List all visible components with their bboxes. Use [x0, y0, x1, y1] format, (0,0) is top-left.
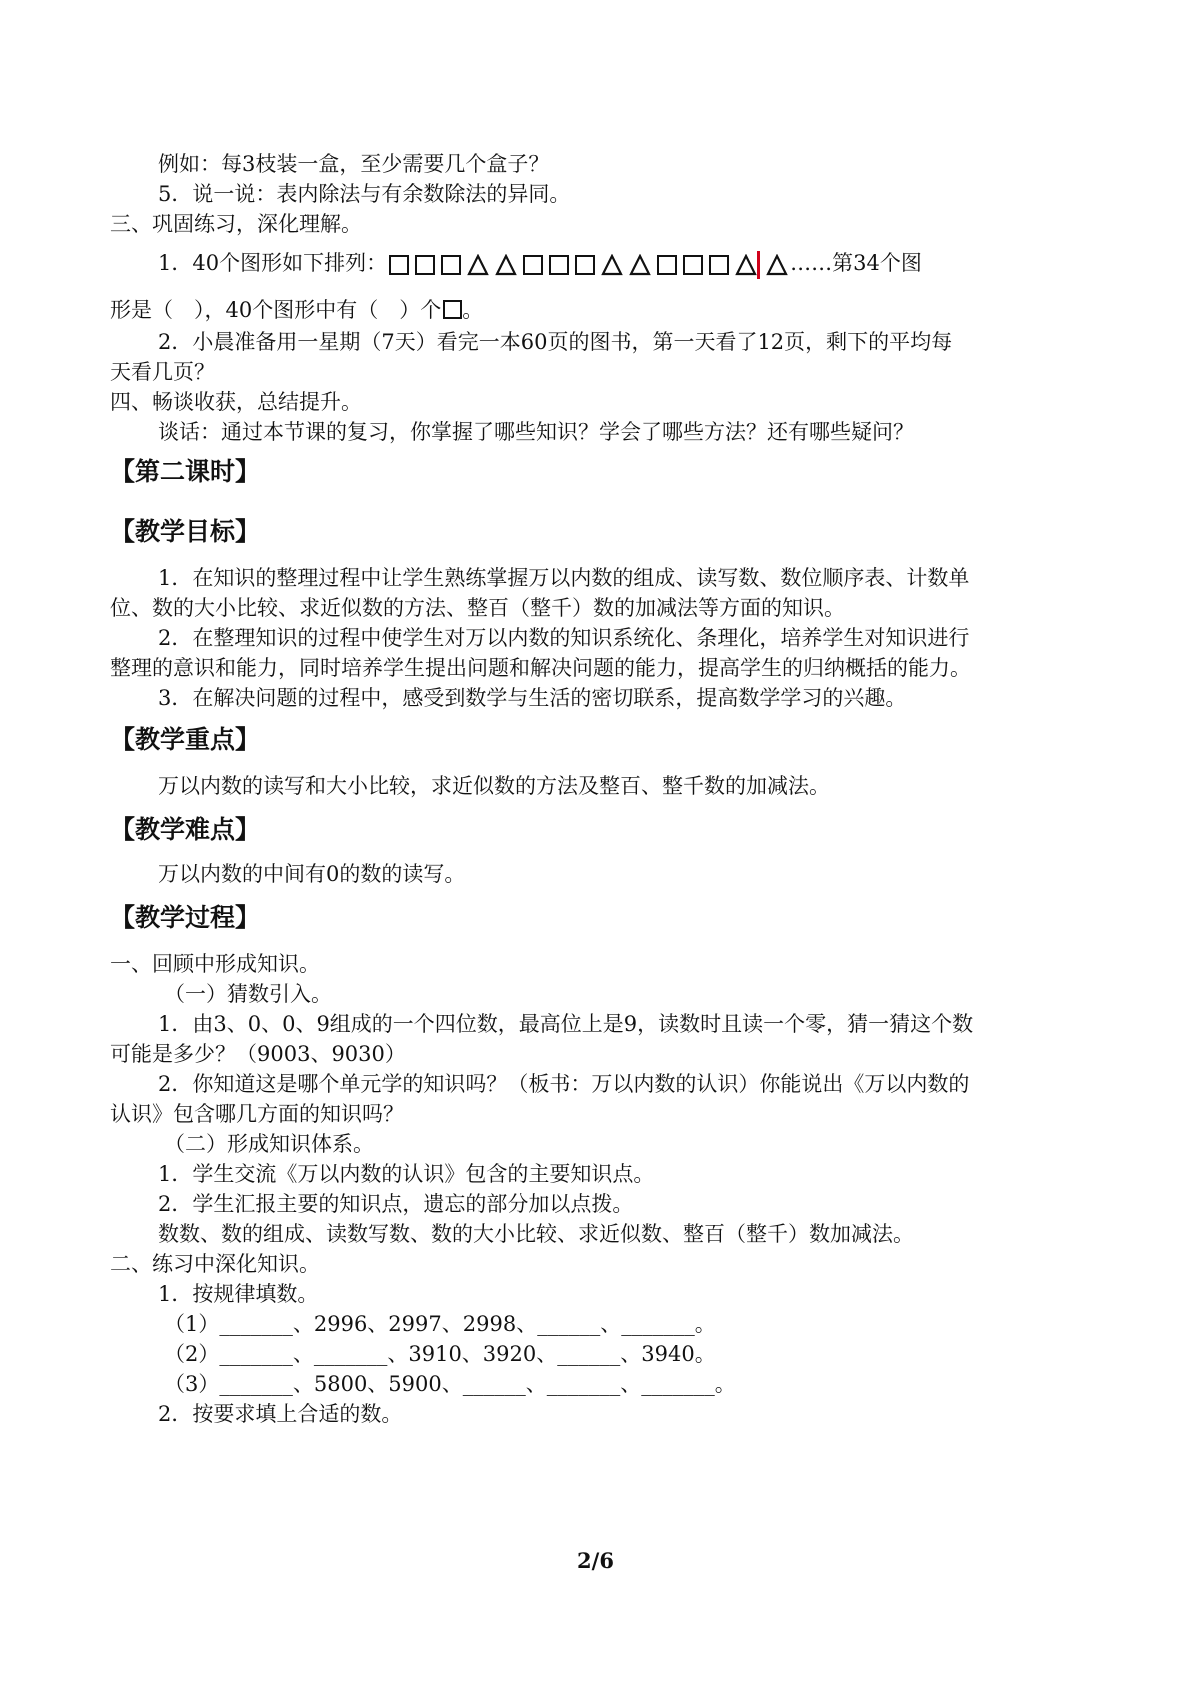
text-line: 认识》包含哪几方面的知识吗？ [110, 1102, 404, 1126]
text-line: 可能是多少？（9003、9030） [110, 1042, 406, 1066]
text-line: 1．由3、0、0、9组成的一个四位数，最高位上是9，读数时且读一个零，猜一猜这个数 [158, 1012, 974, 1036]
question-suffix: ……第34个图 [790, 251, 922, 275]
fill-blank-line: （3）_______、5800、5900、______、_______、_______。 [164, 1372, 736, 1396]
triangle-icon [495, 254, 517, 276]
question-end: 。 [462, 298, 484, 322]
square-icon [549, 255, 569, 275]
triangle-icon [766, 254, 788, 276]
square-icon [523, 255, 543, 275]
difficulty-heading: 【教学难点】 [110, 815, 261, 844]
square-icon [389, 255, 409, 275]
square-icon [657, 255, 677, 275]
section-heading: 三、巩固练习，深化理解。 [110, 212, 362, 236]
text-line: 2．按要求填上合适的数。 [158, 1402, 403, 1426]
text-line: 1．学生交流《万以内数的认识》包含的主要知识点。 [158, 1162, 655, 1186]
square-icon [683, 255, 703, 275]
text-line: 谈话：通过本节课的复习，你掌握了哪些知识？学会了哪些方法？还有哪些疑问？ [158, 420, 914, 444]
triangle-icon [629, 254, 651, 276]
fill-blank-line: （2）_______、_______、3910、3920、______、3940。 [164, 1342, 716, 1366]
square-icon [443, 300, 462, 319]
goal-line: 整理的意识和能力，同时培养学生提出问题和解决问题的能力，提高学生的归纳概括的能力。 [110, 656, 971, 680]
square-icon [575, 255, 595, 275]
section-heading: 四、畅谈收获，总结提升。 [110, 390, 362, 414]
square-icon [709, 255, 729, 275]
shape-question-line [158, 246, 922, 280]
text-line: 2．学生汇报主要的知识点，遗忘的部分加以点拨。 [158, 1192, 634, 1216]
goals-heading: 【教学目标】 [110, 517, 261, 546]
question-text: 形是（ ），40个图形中有（ ）个 [110, 298, 442, 322]
triangle-icon [735, 254, 757, 276]
subsection-heading: （一）猜数引入。 [164, 982, 332, 1006]
subsection-heading: （二）形成知识体系。 [164, 1132, 374, 1156]
text-line: 5．说一说：表内除法与有余数除法的异同。 [158, 182, 571, 206]
text-line [110, 296, 483, 324]
process-heading: 【教学过程】 [110, 903, 261, 932]
section-heading: 二、练习中深化知识。 [110, 1252, 320, 1276]
text-line: 例如：每3枝装一盒，至少需要几个盒子？ [158, 152, 550, 176]
triangle-icon [601, 254, 623, 276]
goal-line: 位、数的大小比较、求近似数的方法、整百（整千）数的加减法等方面的知识。 [110, 596, 845, 620]
page-number: 2/6 [577, 1548, 614, 1573]
square-icon [441, 255, 461, 275]
text-line: 2．你知道这是哪个单元学的知识吗？（板书：万以内数的认识）你能说出《万以内数的 [158, 1072, 970, 1096]
lesson-title: 【第二课时】 [110, 457, 261, 486]
section-heading: 一、回顾中形成知识。 [110, 952, 320, 976]
text-line: 1．按规律填数。 [158, 1282, 319, 1306]
square-icon [415, 255, 435, 275]
text-cursor [757, 251, 760, 279]
text-line: 2．小晨准备用一星期（7天）看完一本60页的图书，第一天看了12页，剩下的平均每 [158, 330, 953, 354]
triangle-icon [467, 254, 489, 276]
goal-line: 2．在整理知识的过程中使学生对万以内数的知识系统化、条理化，培养学生对知识进行 [158, 626, 970, 650]
focus-heading: 【教学重点】 [110, 725, 261, 754]
goal-line: 1．在知识的整理过程中让学生熟练掌握万以内数的组成、读写数、数位顺序表、计数单 [158, 566, 970, 590]
text-line: 天看几页？ [110, 360, 215, 384]
goal-line: 3．在解决问题的过程中，感受到数学与生活的密切联系，提高数学学习的兴趣。 [158, 686, 907, 710]
fill-blank-line: （1）_______、2996、2997、2998、______、_______。 [164, 1312, 716, 1336]
focus-text: 万以内数的读写和大小比较，求近似数的方法及整百、整千数的加减法。 [158, 774, 830, 798]
shape-sequence [389, 251, 788, 279]
difficulty-text: 万以内数的中间有0的数的读写。 [158, 862, 466, 886]
text-line: 数数、数的组成、读数写数、数的大小比较、求近似数、整百（整千）数加减法。 [158, 1222, 914, 1246]
question-prefix: 1．40个图形如下排列： [158, 251, 388, 275]
